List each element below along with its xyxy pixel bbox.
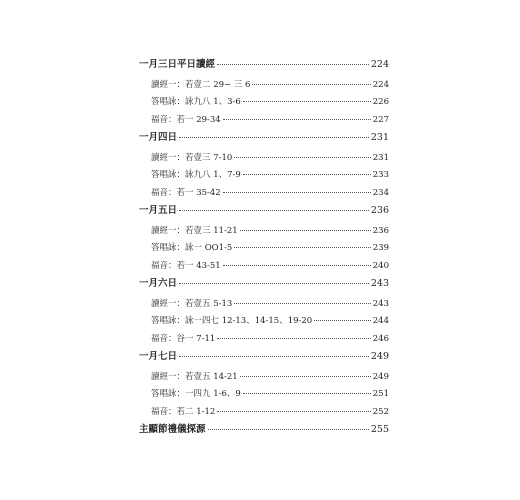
- dot-leader: [234, 157, 370, 158]
- toc-entry-label: 一月六日: [139, 278, 178, 289]
- toc-section-jan-7: [139, 352, 389, 416]
- toc-entry[interactable]: [151, 154, 389, 163]
- toc-page-number: 233: [372, 170, 389, 180]
- toc-entry[interactable]: [151, 335, 389, 344]
- toc-section-jan-4: [139, 133, 389, 197]
- toc-entry-label: 一月三日平日讀經: [139, 59, 216, 70]
- toc-page-number: 240: [372, 260, 389, 271]
- toc-entry-label: 主顯節禮儀探源: [139, 424, 206, 435]
- toc-entry-label: 答唱詠：詠一四七 12-13、14-15、19-20: [151, 316, 313, 326]
- toc-page-number: 249: [372, 371, 389, 382]
- toc-section-title[interactable]: [139, 206, 389, 216]
- toc-entry-label: 讀經一：若壹五 14-21: [151, 371, 238, 382]
- dot-leader: [217, 411, 370, 412]
- toc-entry[interactable]: [151, 390, 389, 399]
- toc-entry-label: 答唱詠：詠一 OO1-5: [151, 243, 233, 253]
- dot-leader: [223, 192, 371, 193]
- toc-entry[interactable]: [151, 81, 389, 90]
- toc-entry-label: 福音：若一 43-51: [151, 260, 221, 271]
- toc-final-title[interactable]: [139, 425, 389, 435]
- dot-leader: [243, 174, 371, 175]
- toc-page-number: 243: [372, 298, 389, 309]
- toc-entry-label: 答唱詠：一四九 1-6、9: [151, 389, 241, 399]
- toc-entry[interactable]: [151, 300, 389, 309]
- toc-entry-label: 答唱詠：詠九八 1、3-6: [151, 97, 241, 107]
- toc-entry-label: 答唱詠：詠九八 1、7-9: [151, 170, 241, 180]
- toc-entry[interactable]: [151, 189, 389, 198]
- dot-leader: [208, 429, 369, 430]
- toc-entry-label: 一月四日: [139, 132, 178, 143]
- dot-leader: [234, 303, 370, 304]
- toc-page-number: 231: [370, 132, 389, 143]
- dot-leader: [179, 356, 369, 357]
- toc-page-number: 226: [372, 97, 389, 107]
- dot-leader: [240, 376, 371, 377]
- dot-leader: [179, 283, 369, 284]
- toc-entry-label: 福音：若一 29-34: [151, 114, 221, 125]
- toc-section-jan-5: [139, 206, 389, 270]
- toc-entry-label: 讀經一：若壹三 11-21: [151, 225, 238, 236]
- toc-entry[interactable]: [151, 98, 389, 107]
- toc-page-number: 244: [372, 316, 389, 326]
- toc-entry-label: 讀經一：若壹二 29~ 三 6: [151, 79, 251, 90]
- toc-entry[interactable]: [151, 408, 389, 417]
- dot-leader: [240, 230, 371, 231]
- toc-entry-label: 福音：若二 1-12: [151, 406, 216, 417]
- toc-section-title[interactable]: [139, 352, 389, 362]
- toc-entry-label: 一月五日: [139, 205, 178, 216]
- toc-page-number: 236: [372, 225, 389, 236]
- toc-page-number: 234: [372, 187, 389, 198]
- toc-entry-label: 讀經一：若壹五 5-13: [151, 298, 233, 309]
- toc-page-number: 252: [372, 406, 389, 417]
- toc-section-title[interactable]: [139, 133, 389, 143]
- toc-entry[interactable]: [151, 171, 389, 180]
- toc-page-number: 224: [372, 79, 389, 90]
- toc-page-number: 224: [370, 59, 389, 70]
- dot-leader: [179, 210, 369, 211]
- toc-entry[interactable]: [151, 244, 389, 253]
- dot-leader: [314, 320, 371, 321]
- toc-entry-label: 一月七日: [139, 351, 178, 362]
- dot-leader: [217, 338, 370, 339]
- dot-leader: [252, 84, 370, 85]
- toc-section-jan-6: [139, 279, 389, 343]
- toc-entry[interactable]: [151, 317, 389, 326]
- toc-page-number: 251: [372, 389, 389, 399]
- table-of-contents: [139, 60, 389, 446]
- toc-page-number: 255: [370, 424, 389, 435]
- dot-leader: [223, 119, 371, 120]
- dot-leader: [234, 247, 370, 248]
- toc-entry[interactable]: [151, 373, 389, 382]
- toc-page-number: 246: [372, 333, 389, 344]
- dot-leader: [179, 137, 369, 138]
- toc-page-number: 243: [370, 278, 389, 289]
- dot-leader: [217, 64, 369, 65]
- toc-page-number: 227: [372, 114, 389, 125]
- toc-entry-label: 讀經一：若壹三 7-10: [151, 152, 233, 163]
- toc-section-jan-3: [139, 60, 389, 124]
- toc-section-title[interactable]: [139, 279, 389, 289]
- toc-entry-label: 福音：谷一 7-11: [151, 333, 216, 344]
- toc-entry[interactable]: [151, 227, 389, 236]
- toc-page-number: 239: [372, 243, 389, 253]
- dot-leader: [243, 101, 371, 102]
- toc-page-number: 231: [372, 152, 389, 163]
- toc-entry[interactable]: [151, 262, 389, 271]
- dot-leader: [243, 393, 371, 394]
- toc-section-title[interactable]: [139, 60, 389, 70]
- toc-entry[interactable]: [151, 116, 389, 125]
- toc-entry-label: 福音：若一 35-42: [151, 187, 221, 198]
- toc-page-number: 236: [370, 205, 389, 216]
- dot-leader: [223, 265, 371, 266]
- toc-page-number: 249: [370, 351, 389, 362]
